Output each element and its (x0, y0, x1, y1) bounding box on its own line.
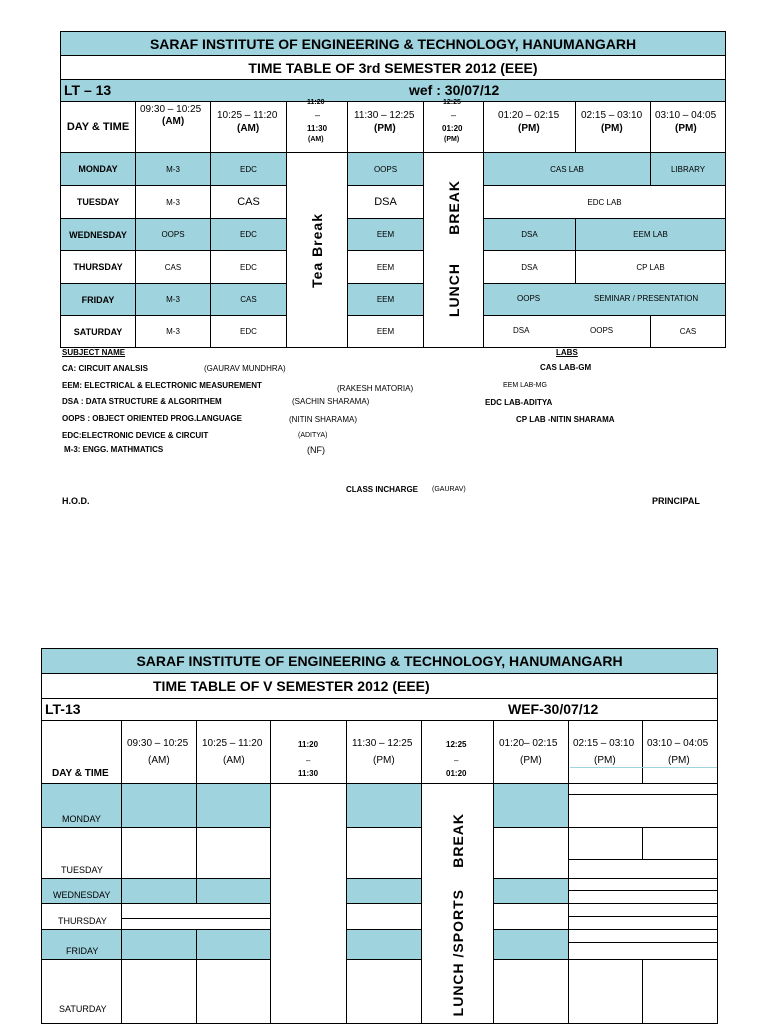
period-cell: M-3 (135, 283, 211, 316)
slot-header (650, 101, 726, 153)
period-cell (642, 827, 718, 860)
slot-ampm: (PM) (373, 755, 395, 766)
period-cell (196, 878, 271, 904)
period-cell (493, 783, 569, 828)
room-number: LT-13 (45, 701, 81, 717)
day-label-thursday: THURSDAY (60, 250, 136, 284)
institute-title: SARAF INSTITUTE OF ENGINEERING & TECHNOLOGY, HANUMANGARH (60, 31, 726, 56)
class-incharge-name: (GAURAV) (432, 486, 466, 493)
slot-ampm: (PM) (518, 123, 540, 134)
lunch-sports-label: LUNCH /SPORTS (449, 888, 466, 1017)
period-cell (346, 827, 422, 879)
subject-teacher: (ADITYA) (298, 432, 328, 439)
wef-date: WEF-30/07/12 (508, 701, 599, 717)
slot-header (346, 720, 422, 784)
period-cell (346, 903, 422, 930)
slot-dash: – (454, 756, 459, 765)
day-label-friday: FRIDAY (60, 283, 136, 316)
period-cell: EEM (347, 250, 424, 284)
slot-header (493, 720, 569, 784)
subject-name: M-3: ENGG. MATHMATICS (64, 445, 164, 454)
slot-time: 12:25 (443, 99, 461, 106)
slot-time: 01:20 (446, 769, 467, 778)
slot-header (121, 720, 197, 784)
tea-break-column (270, 783, 347, 1024)
seminar-cell: SEMINAR / PRESENTATION (594, 294, 699, 303)
slot-time: 03:10 – 04:05 (647, 738, 709, 749)
subject-teacher: (SACHIN SHARAMA) (292, 397, 370, 406)
period-cell (121, 827, 197, 879)
slot-time: 01:20 (442, 124, 463, 133)
period-cell (121, 783, 197, 828)
slot-time: 01:20 – 02:15 (498, 110, 560, 121)
room-number: LT – 13 (64, 82, 112, 98)
slot-header (286, 101, 348, 153)
lab-name: EDC LAB-ADITYA (485, 398, 553, 407)
slot-dash: – (306, 756, 311, 765)
day-label: THURSDAY (58, 916, 107, 926)
slot-ampm: (PM) (675, 123, 697, 134)
period-cell: EDC (210, 218, 287, 251)
lab-name: EEM LAB-MG (503, 382, 547, 389)
slot-ampm: (AM) (308, 136, 324, 143)
period-cell: EEM (347, 283, 424, 316)
period-cell (121, 903, 271, 919)
period-cell (568, 942, 718, 960)
wef-date: wef : 30/07/12 (409, 82, 500, 98)
period-cell: EEM (347, 218, 424, 251)
period-cell (346, 929, 422, 960)
slot-time: 10:25 – 11:20 (217, 110, 278, 121)
slot-ampm: (PM) (374, 123, 396, 134)
period-cell (346, 783, 422, 828)
slot-header (568, 720, 643, 784)
slot-time: 11:20 (298, 740, 319, 749)
period-cell (493, 903, 569, 930)
period-cell: DSA (347, 185, 424, 219)
slot-header (135, 101, 211, 153)
slot-time: 11:30 (298, 769, 319, 778)
lab-name: CAS LAB-GM (540, 363, 592, 372)
period-cell: OOPS (135, 218, 211, 251)
day-label-monday: MONDAY (60, 152, 136, 186)
period-cell: OOPS (590, 326, 614, 335)
period-cell: EDC (210, 250, 287, 284)
lunch-label: LUNCH (445, 263, 462, 317)
period-cell: CAS (210, 283, 287, 316)
slot-time: 02:15 – 03:10 (581, 110, 643, 121)
day-label: WEDNESDAY (53, 890, 111, 900)
day-label: SATURDAY (59, 1004, 107, 1014)
period-cell (493, 959, 569, 1024)
period-cell (196, 929, 271, 960)
period-cell: CAS (210, 185, 287, 219)
break-label: BREAK (445, 179, 462, 235)
period-cell (121, 959, 197, 1024)
subject-name-header: SUBJECT NAME (62, 348, 126, 357)
period-cell (196, 783, 271, 828)
period-cell (568, 959, 643, 1024)
slot-time: 03:10 – 04:05 (655, 110, 717, 121)
period-cell: DSA (483, 250, 576, 284)
slot-time: 11:30 – 12:25 (354, 110, 415, 121)
period-cell: CAS (650, 315, 726, 348)
period-cell: DSA (483, 218, 576, 251)
subject-name: CA: CIRCUIT ANALSIS (62, 364, 148, 373)
period-cell: DSA (513, 326, 530, 335)
slot-time: 12:25 (446, 740, 467, 749)
slot-ampm: (AM) (162, 116, 185, 127)
period-cell (346, 959, 422, 1024)
period-cell (121, 929, 197, 960)
slot-ampm: (AM) (223, 755, 245, 766)
lab-cell: CAS LAB (483, 152, 651, 186)
period-cell (121, 878, 197, 904)
period-cell (196, 959, 271, 1024)
slot-header (270, 720, 347, 784)
period-cell (568, 890, 718, 904)
slot-ampm: (PM) (444, 136, 460, 143)
slot-header (347, 101, 424, 153)
slot-header (642, 720, 718, 784)
slot-ampm: (PM) (520, 755, 542, 766)
period-cell: EEM (347, 315, 424, 348)
hod-label: H.O.D. (62, 496, 90, 506)
labs-header: LABS (556, 348, 578, 357)
timetable-title: TIME TABLE OF V SEMESTER 2012 (EEE) (153, 678, 430, 694)
tea-break-label: Tea Break (309, 212, 325, 288)
slot-dash: – (451, 110, 457, 120)
period-cell: LIBRARY (650, 152, 726, 186)
institute-title: SARAF INSTITUTE OF ENGINEERING & TECHNOLOGY, HANUMANGARH (41, 648, 718, 674)
period-cell (568, 794, 718, 828)
slot-header (423, 101, 484, 153)
saturday-afternoon (483, 315, 651, 348)
day-label: FRIDAY (66, 946, 99, 956)
slot-header (210, 101, 287, 153)
slot-time: 11:30 (307, 124, 328, 133)
slot-time: 10:25 – 11:20 (202, 738, 263, 749)
slot-ampm: (AM) (237, 123, 260, 134)
period-cell (568, 929, 718, 943)
day-label-saturday (41, 959, 122, 1024)
period-cell (568, 859, 718, 879)
period-cell (196, 827, 271, 879)
period-cell (568, 903, 718, 917)
lab-cell: CP LAB (575, 250, 726, 284)
period-cell: M-3 (135, 152, 211, 186)
day-label: MONDAY (62, 814, 101, 824)
slot-time: 09:30 – 10:25 (140, 104, 202, 115)
slot-header (575, 101, 651, 153)
period-cell: M-3 (135, 315, 211, 348)
day-label-wednesday: WEDNESDAY (60, 218, 136, 251)
timetable-title: TIME TABLE OF 3rd SEMESTER 2012 (EEE) (60, 55, 726, 80)
room-row (60, 79, 726, 102)
lab-cell: EEM LAB (575, 218, 726, 251)
day-time-label: DAY & TIME (52, 768, 109, 779)
period-cell (642, 959, 718, 1024)
slot-dash: – (315, 110, 321, 120)
subject-teacher: (NITIN SHARAMA) (289, 415, 357, 424)
period-cell: EDC (210, 152, 287, 186)
period-cell: OOPS (517, 294, 541, 303)
day-time-header: DAY & TIME (60, 101, 136, 153)
day-label-saturday: SATURDAY (60, 315, 136, 348)
class-incharge-label: CLASS INCHARGE (346, 485, 419, 494)
period-cell (346, 878, 422, 904)
slot-ampm: (PM) (668, 755, 690, 766)
slot-header (483, 101, 576, 153)
slot-time: 09:30 – 10:25 (127, 738, 189, 749)
subject-name: DSA : DATA STRUCTURE & ALGORITHEM (62, 397, 222, 406)
period-cell (493, 929, 569, 960)
period-cell: OOPS (347, 152, 424, 186)
period-cell (568, 916, 718, 930)
lab-cell: EDC LAB (483, 185, 726, 219)
period-cell (493, 827, 569, 879)
subject-teacher: (GAURAV MUNDHRA) (204, 364, 286, 373)
day-label: TUESDAY (61, 865, 103, 875)
period-cell: CAS (135, 250, 211, 284)
period-cell (568, 827, 643, 860)
period-cell (493, 878, 569, 904)
slot-time: 01:20– 02:15 (499, 738, 558, 749)
lab-name: CP LAB -NITIN SHARAMA (516, 415, 615, 424)
subject-teacher: (NF) (307, 445, 325, 455)
room-row (41, 698, 718, 721)
day-label-tuesday: TUESDAY (60, 185, 136, 219)
break-label: BREAK (449, 812, 466, 868)
principal-label: PRINCIPAL (652, 496, 700, 506)
subject-name: EEM: ELECTRICAL & ELECTRONIC MEASUREMENT (62, 381, 262, 390)
slot-ampm: (PM) (601, 123, 623, 134)
slot-ampm: (PM) (594, 755, 616, 766)
period-cell: M-3 (135, 185, 211, 219)
slot-header (196, 720, 271, 784)
subject-name: OOPS : OBJECT ORIENTED PROG.LANGUAGE (62, 414, 243, 423)
slot-header (421, 720, 494, 784)
subject-name: EDC:ELECTRONIC DEVICE & CIRCUIT (62, 431, 209, 440)
subject-teacher: (RAKESH MATORIA) (337, 384, 414, 393)
slot-time: 11:20 (307, 99, 325, 106)
slot-time: 02:15 – 03:10 (573, 738, 635, 749)
slot-time: 11:30 – 12:25 (352, 738, 413, 749)
slot-ampm: (AM) (148, 755, 170, 766)
period-cell: EDC (210, 315, 287, 348)
